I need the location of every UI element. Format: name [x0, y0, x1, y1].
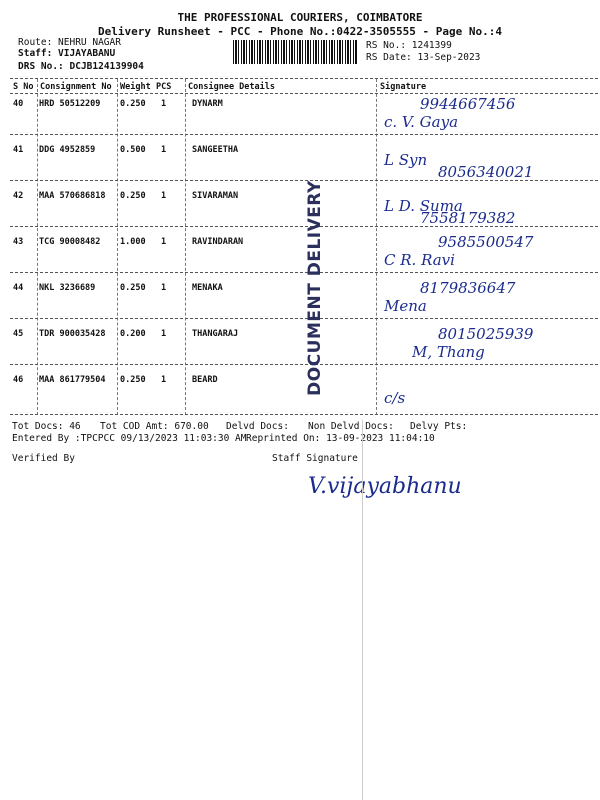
row-signature-phone: 9944667456 [420, 95, 516, 113]
row-weight: 0.250 [120, 191, 146, 201]
row-sno: 41 [13, 145, 24, 155]
row-pcs: 1 [161, 283, 167, 293]
row-consignee: DYNARM [192, 99, 223, 109]
row-sno: 42 [13, 191, 24, 201]
non-delvd-docs: Non Delvd Docs: [308, 421, 394, 432]
row-sno: 44 [13, 283, 24, 293]
col-pcs: PCS [156, 82, 172, 92]
row-signature-name: c/s [384, 389, 406, 407]
row-divider [10, 134, 598, 135]
table-header-rule [10, 93, 598, 94]
row-consignee: MENAKA [192, 283, 223, 293]
row-sno: 45 [13, 329, 24, 339]
row-consignee: SANGEETHA [192, 145, 239, 155]
row-signature-phone: 9585500547 [438, 233, 534, 251]
row-weight: 0.250 [120, 283, 146, 293]
col-weight: Weight [120, 82, 151, 92]
rs-number: RS No.: 1241399 [366, 40, 452, 51]
table-bottom-rule [10, 414, 598, 415]
row-consignment: DDG 4952859 [39, 145, 96, 155]
drs-number [18, 61, 144, 72]
row-consignment: TCG 90008482 [39, 237, 101, 247]
stamp-text: DOCUMENT DELIVERY [305, 180, 325, 396]
route-label: Route: NEHRU NAGAR [18, 37, 121, 48]
row-weight: 0.200 [120, 329, 146, 339]
row-pcs: 1 [161, 145, 167, 155]
document-delivery-stamp [300, 180, 330, 396]
row-consignee: BEARD [192, 375, 218, 385]
row-signature-name: M, Thang [412, 343, 485, 361]
company-name: THE PROFESSIONAL COURIERS, COIMBATORE [177, 11, 423, 24]
delvy-pts: Delvy Pts: [410, 421, 468, 432]
row-weight: 0.250 [120, 375, 146, 385]
staff-signature-label: Staff Signature [272, 453, 358, 464]
row-sno: 46 [13, 375, 24, 385]
col-consignee: Consignee Details [188, 82, 275, 92]
row-signature-name: C R. Ravi [384, 251, 455, 269]
row-sno: 43 [13, 237, 24, 247]
row-pcs: 1 [161, 329, 167, 339]
verified-by: Verified By [12, 453, 75, 464]
row-signature-phone: 7558179382 [420, 209, 516, 227]
row-signature-phone: 8179836647 [420, 279, 516, 297]
row-signature-name: Mena [384, 297, 427, 315]
row-consignee: SIVARAMAN [192, 191, 239, 201]
row-consignee: RAVINDARAN [192, 237, 244, 247]
sheet-title: Delivery Runsheet - PCC - Phone No.:0422-3505555 - Page No.:4 [98, 25, 502, 38]
row-weight: 0.250 [120, 99, 146, 109]
table-top-rule [10, 78, 598, 79]
col-signature: Signature [380, 82, 427, 92]
paper-crease [362, 420, 363, 800]
drs-label: DRS No.: [18, 61, 64, 72]
row-signature-name: L Syn [384, 151, 428, 169]
row-pcs: 1 [161, 191, 167, 201]
row-signature-phone: 8015025939 [438, 325, 534, 343]
drs-value: DCJB124139904 [69, 61, 144, 72]
rs-date: RS Date: 13-Sep-2023 [366, 52, 481, 63]
tot-docs: Tot Docs: 46 [12, 421, 81, 432]
row-consignment: MAA 570686818 [39, 191, 106, 201]
staff-signature: V.vijayabhanu [308, 474, 462, 499]
staff-label: Staff: VIJAYABANU [18, 48, 116, 59]
row-pcs: 1 [161, 99, 167, 109]
row-signature-phone: 8056340021 [438, 163, 534, 181]
row-consignee: THANGARAJ [192, 329, 239, 339]
col-sno: S No [13, 82, 34, 92]
row-pcs: 1 [161, 237, 167, 247]
row-signature-name: L D. Suma [384, 197, 463, 215]
tot-cod: Tot COD Amt: 670.00 [100, 421, 209, 432]
row-pcs: 1 [161, 375, 167, 385]
barcode [233, 40, 357, 64]
col-consignment: Consignment No [40, 82, 112, 92]
row-divider [10, 180, 598, 181]
row-signature-name: c. V. Gaya [384, 113, 459, 131]
row-consignment: NKL 3236689 [39, 283, 96, 293]
row-weight: 0.500 [120, 145, 146, 155]
entered-by: Entered By :TPCPCC 09/13/2023 11:03:30 AM [12, 433, 247, 444]
reprinted-on: Reprinted On: 13-09-2023 11:04:10 [246, 433, 435, 444]
row-consignment: HRD 50512209 [39, 99, 101, 109]
delvd-docs: Delvd Docs: [226, 421, 289, 432]
row-consignment: TDR 900035428 [39, 329, 106, 339]
row-weight: 1.000 [120, 237, 146, 247]
row-consignment: MAA 861779504 [39, 375, 106, 385]
row-sno: 40 [13, 99, 24, 109]
